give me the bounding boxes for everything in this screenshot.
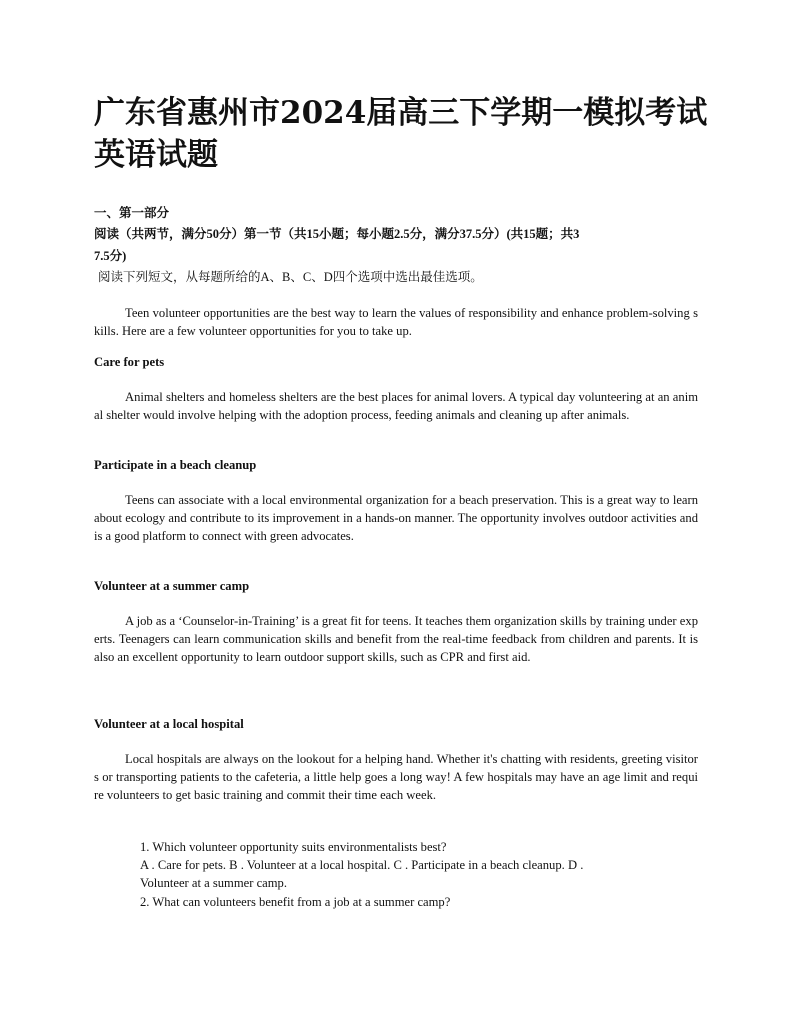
paragraph-care-for-pets: Animal shelters and homeless shelters are the best places for animal lovers. A typical day volunteering at an animal shelter would involve helping with the adoption process, feeding animals and cleaning up after animals. [94, 390, 698, 423]
question-2: 2. What can volunteers benefit from a job at a summer camp? [140, 894, 451, 909]
questions-block [140, 838, 696, 911]
question-1: 1. Which volunteer opportunity suits environmentalists best? [140, 840, 447, 854]
paragraph-summer-camp: A job as a ‘Counselor-in-Training’ is a great fit for teens. It teaches them organization skills by training under experts. Teenagers can learn communication skills and benefit from the real-time feedback from children and parents. It is also an excellent opportunity to learn outdoor support skills, such as CPR and first aid. [94, 614, 698, 665]
document-title [94, 92, 714, 176]
paragraph-local-hospital: Local hospitals are always on the lookout for a helping hand. Whether it's chatting with residents, greeting visitors or transporting patients to the cafeteria, a little help goes a long way! A few hospitals may have an age limit and require volunteers to get basic training and commit their time each week. [94, 752, 698, 803]
intro-paragraph: Teen volunteer opportunities are the best way to learn the values of responsibility and enhance problem-solving skills. Here are a few volunteer opportunities for you to take up. [94, 306, 698, 339]
title-line-2: 英语试题 [94, 137, 218, 173]
question-1-options-line-1: A . Care for pets. B . Volunteer at a local hospital. C . Participate in a beach cleanup. D . [140, 858, 584, 873]
paragraph-beach-cleanup: Teens can associate with a local environmental organization for a beach preservation. This is a great way to learn about ecology and contribute to its improvement in a hands-on manner. The opportunity involves outdoor activities and is a good platform to connect with green advocates. [94, 493, 698, 544]
heading-beach-cleanup: Participate in a beach cleanup [94, 458, 257, 472]
part-heading: 一、第一部分 [94, 206, 170, 220]
heading-care-for-pets: Care for pets [94, 355, 165, 369]
instruction-text: 阅读下列短文，从每题所给的A、B、C、D四个选项中选出最佳选项。 [98, 270, 483, 284]
reading-section-line-2: 7.5分) [94, 249, 127, 263]
heading-local-hospital: Volunteer at a local hospital [94, 717, 244, 731]
title-line-1: 广东省惠州市2024届高三下学期一模拟考试 [94, 95, 708, 131]
question-1-options-line-2: Volunteer at a summer camp. [140, 876, 287, 891]
heading-summer-camp: Volunteer at a summer camp [94, 579, 250, 593]
reading-section-line-1: 阅读（共两节，满分50分）第一节（共15小题；每小题2.5分，满分37.5分）(共15题；共3 [94, 227, 580, 241]
